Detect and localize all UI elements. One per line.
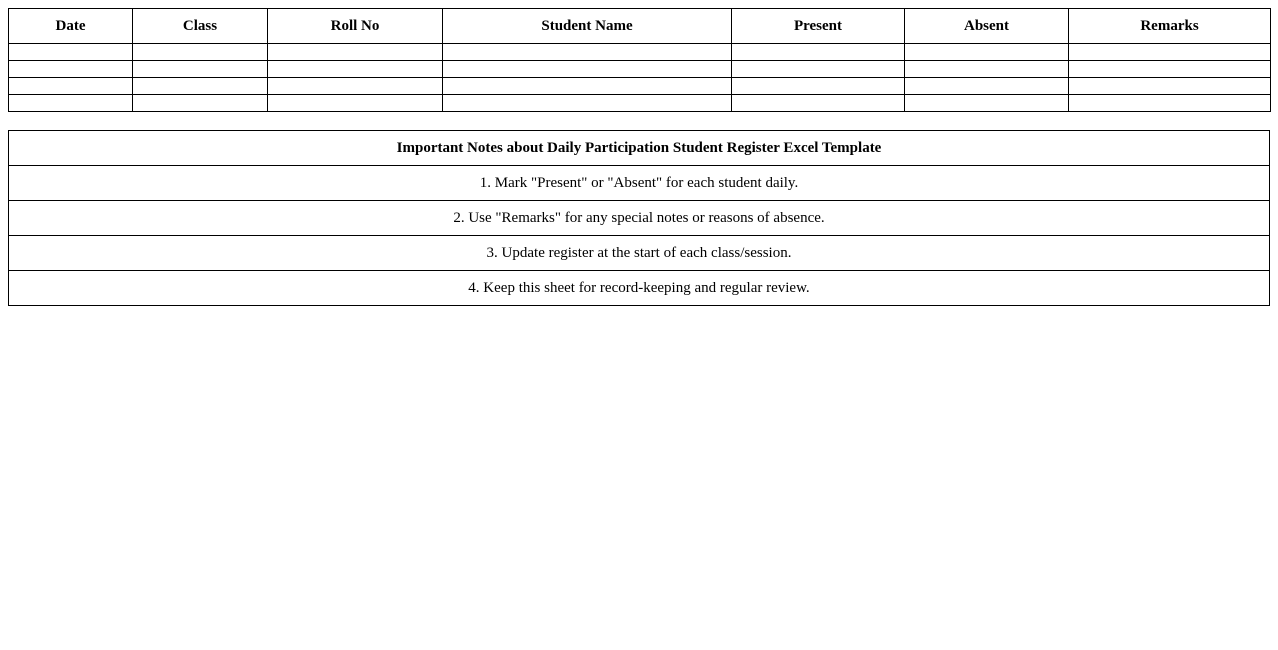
column-header-remarks[interactable]: Remarks	[1069, 9, 1271, 44]
cell-roll-no[interactable]	[268, 95, 443, 112]
cell-absent[interactable]	[905, 61, 1069, 78]
column-header-student-name[interactable]: Student Name	[443, 9, 732, 44]
cell-date[interactable]	[9, 61, 133, 78]
note-item[interactable]: 3. Update register at the start of each class/session.	[9, 236, 1270, 271]
cell-student-name[interactable]	[443, 95, 732, 112]
note-item[interactable]: 1. Mark "Present" or "Absent" for each student daily.	[9, 166, 1270, 201]
column-header-roll-no[interactable]: Roll No	[268, 9, 443, 44]
table-row	[9, 61, 1271, 78]
cell-date[interactable]	[9, 78, 133, 95]
note-item[interactable]: 4. Keep this sheet for record-keeping and regular review.	[9, 271, 1270, 306]
notes-row	[9, 166, 1270, 201]
cell-present[interactable]	[732, 44, 905, 61]
column-header-absent[interactable]: Absent	[905, 9, 1069, 44]
note-item[interactable]: 2. Use "Remarks" for any special notes or reasons of absence.	[9, 201, 1270, 236]
cell-present[interactable]	[732, 78, 905, 95]
cell-roll-no[interactable]	[268, 78, 443, 95]
table-row	[9, 95, 1271, 112]
cell-roll-no[interactable]	[268, 61, 443, 78]
column-header-date[interactable]: Date	[9, 9, 133, 44]
column-header-present[interactable]: Present	[732, 9, 905, 44]
header-row	[9, 9, 1271, 44]
register-table	[8, 8, 1271, 112]
notes-row	[9, 271, 1270, 306]
notes-title[interactable]: Important Notes about Daily Participation Student Register Excel Template	[9, 131, 1270, 166]
cell-class[interactable]	[133, 61, 268, 78]
cell-date[interactable]	[9, 44, 133, 61]
cell-student-name[interactable]	[443, 44, 732, 61]
cell-student-name[interactable]	[443, 78, 732, 95]
notes-row	[9, 201, 1270, 236]
cell-remarks[interactable]	[1069, 78, 1271, 95]
cell-class[interactable]	[133, 95, 268, 112]
cell-remarks[interactable]	[1069, 95, 1271, 112]
table-row	[9, 78, 1271, 95]
cell-class[interactable]	[133, 78, 268, 95]
cell-remarks[interactable]	[1069, 61, 1271, 78]
cell-date[interactable]	[9, 95, 133, 112]
cell-remarks[interactable]	[1069, 44, 1271, 61]
notes-title-row	[9, 131, 1270, 166]
notes-row	[9, 236, 1270, 271]
column-header-class[interactable]: Class	[133, 9, 268, 44]
cell-class[interactable]	[133, 44, 268, 61]
cell-student-name[interactable]	[443, 61, 732, 78]
cell-roll-no[interactable]	[268, 44, 443, 61]
notes-table	[8, 130, 1270, 306]
cell-absent[interactable]	[905, 44, 1069, 61]
cell-present[interactable]	[732, 95, 905, 112]
cell-present[interactable]	[732, 61, 905, 78]
table-row	[9, 44, 1271, 61]
cell-absent[interactable]	[905, 95, 1069, 112]
cell-absent[interactable]	[905, 78, 1069, 95]
